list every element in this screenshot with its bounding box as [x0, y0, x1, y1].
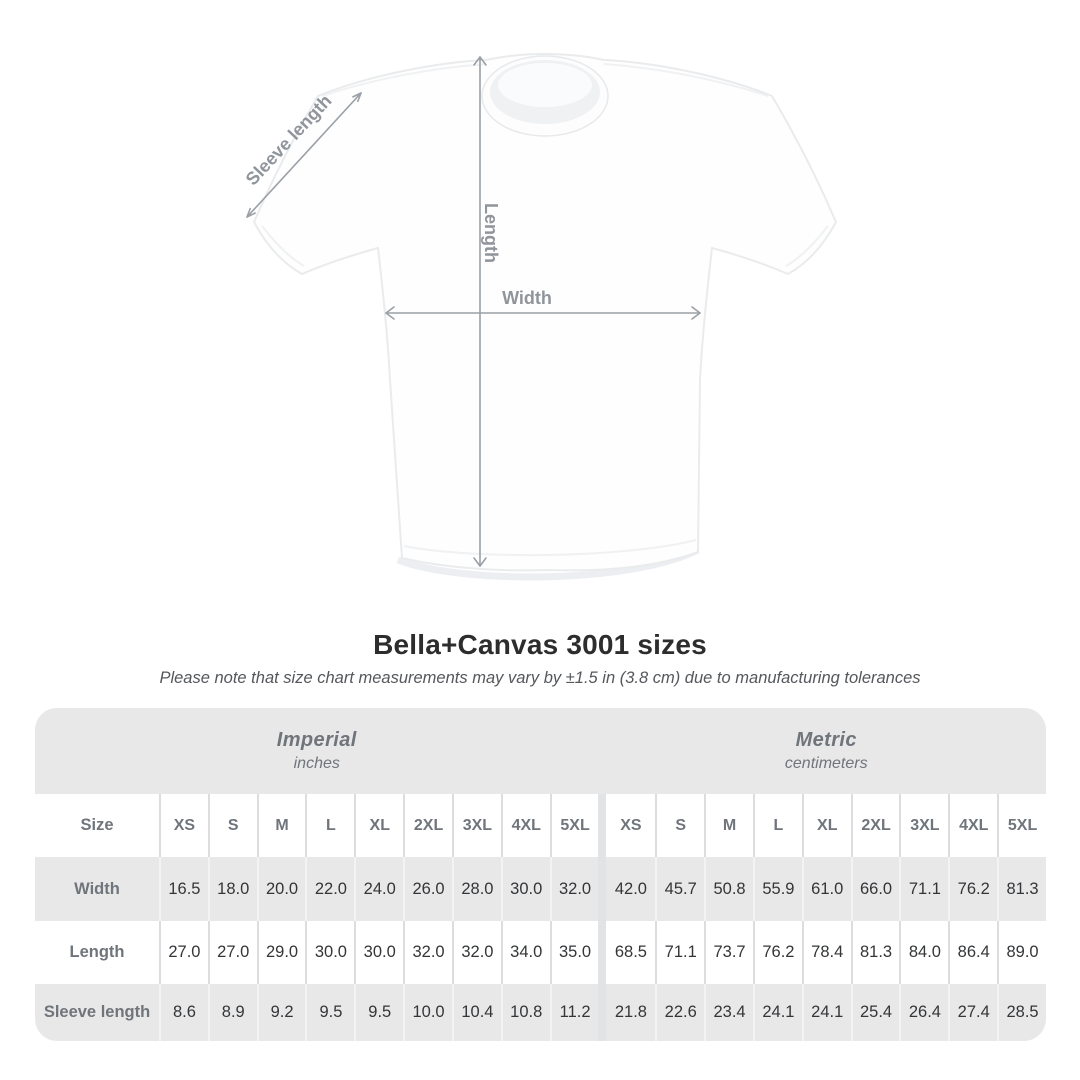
size-header-row — [35, 794, 1046, 857]
size-col-header: S — [208, 794, 257, 857]
size-col-header: M — [704, 794, 753, 857]
table-cell: 84.0 — [899, 921, 948, 984]
table-cell: 26.0 — [403, 857, 452, 921]
table-row — [35, 984, 1046, 1041]
row-label: Sleeve length — [43, 1003, 151, 1021]
sleeve-length-label: Sleeve length — [241, 90, 336, 190]
table-cell: 28.0 — [452, 857, 501, 921]
table-cell: 81.3 — [997, 857, 1046, 921]
table-cell: 66.0 — [851, 857, 900, 921]
size-col-header: 5XL — [550, 794, 599, 857]
table-cell: 8.9 — [208, 984, 257, 1041]
imperial-header — [35, 708, 599, 794]
table-cell: 68.5 — [614, 943, 647, 961]
table-cell: 61.0 — [802, 857, 851, 921]
metric-label: Metric — [795, 729, 857, 751]
table-cell: 71.1 — [899, 857, 948, 921]
table-cell: 32.0 — [452, 921, 501, 984]
table-cell: 9.5 — [305, 984, 354, 1041]
size-chart-table — [35, 708, 1046, 1041]
table-cell: 27.4 — [948, 984, 997, 1041]
table-cell: 73.7 — [704, 921, 753, 984]
size-col-header: M — [257, 794, 306, 857]
table-cell: 78.4 — [802, 921, 851, 984]
size-corner-header: Size — [80, 816, 114, 834]
table-cell: 30.0 — [501, 857, 550, 921]
table-cell: 28.5 — [997, 984, 1046, 1041]
size-col-header: 2XL — [403, 794, 452, 857]
width-label: Width — [502, 288, 552, 308]
table-cell: 27.0 — [159, 921, 208, 984]
unit-band-row — [35, 708, 1046, 794]
table-cell: 55.9 — [753, 857, 802, 921]
group-divider — [599, 708, 607, 794]
metric-unit: centimeters — [784, 755, 868, 772]
table-cell: 81.3 — [851, 921, 900, 984]
table-cell: 45.7 — [655, 857, 704, 921]
table-cell: 23.4 — [704, 984, 753, 1041]
table-cell: 8.6 — [159, 984, 208, 1041]
table-cell: 21.8 — [614, 1003, 647, 1021]
collar-highlight — [498, 63, 592, 107]
size-col-header: L — [753, 794, 802, 857]
size-col-header: L — [305, 794, 354, 857]
table-cell: 76.2 — [753, 921, 802, 984]
table-cell: 29.0 — [257, 921, 306, 984]
row-label: Length — [69, 943, 125, 961]
table-cell: 10.4 — [452, 984, 501, 1041]
table-cell: 25.4 — [851, 984, 900, 1041]
table-cell: 32.0 — [403, 921, 452, 984]
table-cell: 42.0 — [614, 879, 647, 898]
table-cell: 24.0 — [354, 857, 403, 921]
table-cell: 71.1 — [655, 921, 704, 984]
table-cell: 10.8 — [501, 984, 550, 1041]
table-row — [35, 857, 1046, 921]
size-col-header: 3XL — [899, 794, 948, 857]
table-body — [35, 857, 1046, 1041]
imperial-label: Imperial — [276, 729, 357, 751]
table-cell: 10.0 — [403, 984, 452, 1041]
metric-header — [607, 708, 1047, 794]
table-cell: 50.8 — [704, 857, 753, 921]
size-col-header: 2XL — [851, 794, 900, 857]
group-divider — [598, 921, 606, 984]
imperial-unit: inches — [293, 755, 340, 772]
page-title: Bella+Canvas 3001 sizes — [373, 629, 707, 660]
size-col-header: XL — [354, 794, 403, 857]
tolerance-note: Please note that size chart measurements may vary by ±1.5 in (3.8 cm) due to manufacturing tolerances — [159, 669, 921, 687]
table-cell: 76.2 — [948, 857, 997, 921]
table-cell: 22.0 — [305, 857, 354, 921]
group-divider — [598, 794, 606, 857]
table-cell: 35.0 — [550, 921, 599, 984]
size-col-header: XS — [159, 794, 208, 857]
table-cell: 9.5 — [354, 984, 403, 1041]
table-cell: 26.4 — [899, 984, 948, 1041]
size-col-header: 5XL — [997, 794, 1046, 857]
table-cell: 86.4 — [948, 921, 997, 984]
table-cell: 27.0 — [208, 921, 257, 984]
table-cell: 30.0 — [354, 921, 403, 984]
table-cell: 89.0 — [997, 921, 1046, 984]
table-row — [35, 921, 1046, 984]
size-col-header: 4XL — [501, 794, 550, 857]
table-cell: 22.6 — [655, 984, 704, 1041]
size-col-header: S — [655, 794, 704, 857]
size-col-header: XS — [620, 816, 642, 834]
size-col-header: 4XL — [948, 794, 997, 857]
table-cell: 18.0 — [208, 857, 257, 921]
table-cell: 16.5 — [159, 857, 208, 921]
table-cell: 20.0 — [257, 857, 306, 921]
table-cell: 24.1 — [753, 984, 802, 1041]
size-col-header: 3XL — [452, 794, 501, 857]
table-cell: 24.1 — [802, 984, 851, 1041]
table-cell: 11.2 — [550, 984, 599, 1041]
table-cell: 32.0 — [550, 857, 599, 921]
group-divider — [598, 857, 606, 921]
table-cell: 34.0 — [501, 921, 550, 984]
table-cell: 9.2 — [257, 984, 306, 1041]
row-label: Width — [74, 879, 120, 898]
table-cell: 30.0 — [305, 921, 354, 984]
length-label: Length — [481, 203, 501, 263]
group-divider — [598, 984, 606, 1041]
size-col-header: XL — [802, 794, 851, 857]
